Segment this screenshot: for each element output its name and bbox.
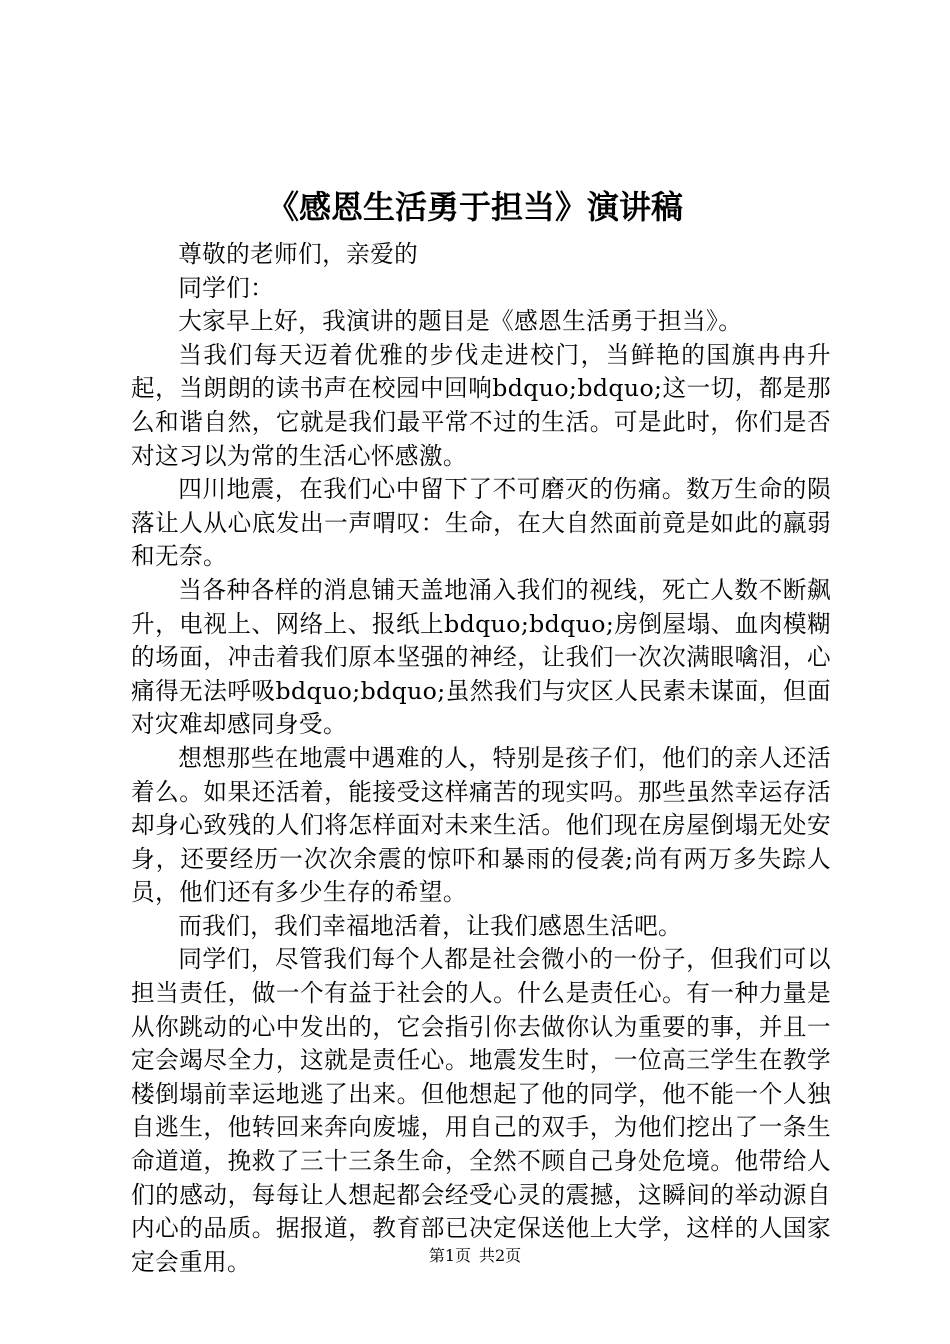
page-footer [0, 1244, 950, 1268]
paragraph-salutation-cont: 同学们： [178, 273, 275, 302]
paragraph: 当我们每天迈着优雅的步伐走进校门，当鲜艳的国旗冉冉升起，当朗朗的读书声在校园中回响bdquo;bdquo;这一切，都是那么和谐自然，它就是我们最平常不过的生活。可是此时，你们是否对这习以为常的生活心怀感激。 [131, 340, 831, 470]
paragraph: 而我们，我们幸福地活着，让我们感恩生活吧。 [178, 911, 683, 940]
document-body [131, 238, 831, 1279]
paragraph: 四川地震，在我们心中留下了不可磨灭的伤痛。数万生命的陨落让人从心底发出一声喟叹：生命，在大自然面前竟是如此的羸弱和无奈。 [131, 475, 831, 571]
page-number: 第1页 [428, 1246, 471, 1265]
document-title: 《感恩生活勇于担当》演讲稿 [266, 188, 683, 226]
paragraph-greeting: 大家早上好，我演讲的题目是《感恩生活勇于担当》。 [178, 307, 743, 336]
paragraph: 想想那些在地震中遇难的人，特别是孩子们，他们的亲人还活着么。如果还活着，能接受这样痛苦的现实吗。那些虽然幸运存活却身心致残的人们将怎样面对未来生活。他们现在房屋倒塌无处安身，还要经历一次次余震的惊吓和暴雨的侵袭;尚有两万多失踪人员，他们还有多少生存的希望。 [131, 743, 831, 907]
page-total: 共2页 [479, 1246, 522, 1265]
paragraph-salutation: 尊敬的老师们，亲爱的 [178, 240, 419, 268]
paragraph: 当各种各样的消息铺天盖地涌入我们的视线，死亡人数不断飙升，电视上、网络上、报纸上bdquo;bdquo;房倒屋塌、血肉模糊的场面，冲击着我们原本坚强的神经，让我们一次次满眼噙泪，心痛得无法呼吸bdquo;bdquo;虽然我们与灾区人民素未谋面，但面对灾难却感同身受。 [131, 575, 831, 739]
paragraph: 同学们，尽管我们每个人都是社会微小的一份子，但我们可以担当责任，做一个有益于社会的人。什么是责任心。有一种力量是从你跳动的心中发出的，它会指引你去做你认为重要的事，并且一定会竭尽全力，这就是责任心。地震发生时，一位高三学生在教学楼倒塌前幸运地逃了出来。但他想起了他的同学，他不能一个人独自逃生，他转回来奔向废墟，用自己的双手，为他们挖出了一条生命道道，挽救了三十三条生命，全然不顾自己身处危境。他带给人们的感动，每每让人想起都会经受心灵的震撼，这瞬间的举动源自内心的品质。据报道，教育部已决定保送他上大学，这样的人国家定会重用。 [131, 945, 831, 1276]
